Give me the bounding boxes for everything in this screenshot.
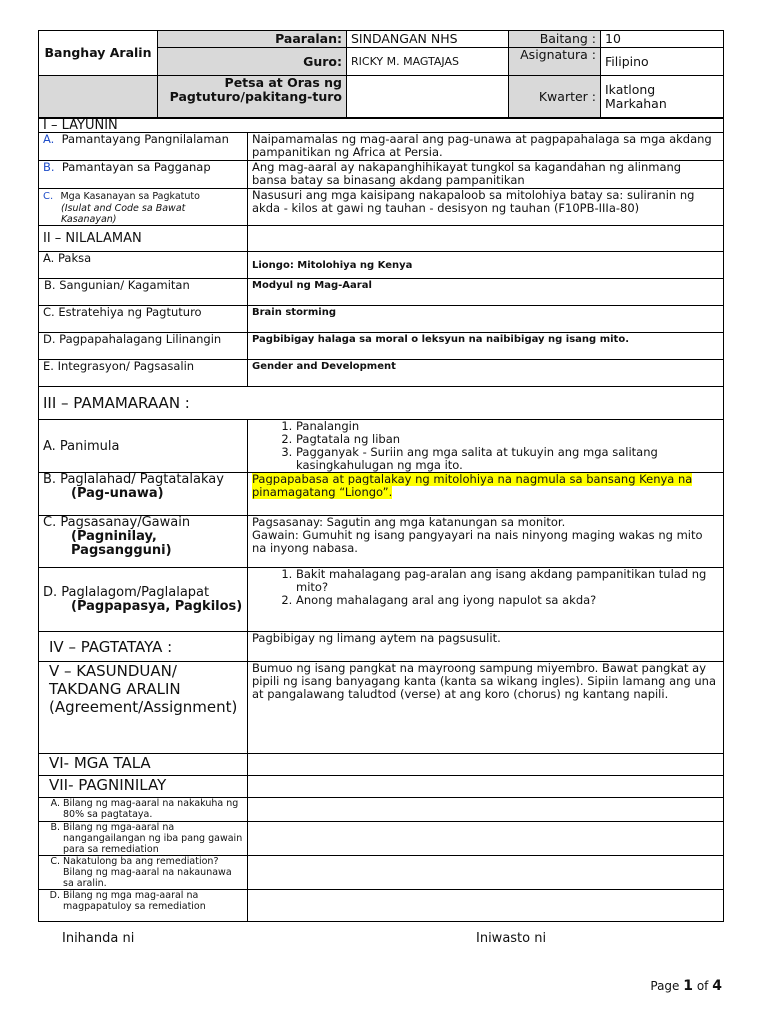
layunin-b-value: Ang mag-aaral ay nakapanghihikayat tungkol sa kagandahan ng alinmang bansa batay sa binasang akdang pampanitikan [248, 161, 724, 189]
paglalagom-list [252, 568, 719, 607]
pagninilay-c [39, 856, 248, 890]
nilalaman-d-label: D. Pagpapahalagang Lilinangin [39, 333, 248, 360]
baitang-value: 10 [601, 31, 724, 48]
panimula-list [252, 420, 719, 472]
inihanda-label: Inihanda ni [62, 931, 135, 946]
list-item: 1. Panalangin [296, 420, 719, 433]
kasunduan-heading: V – KASUNDUAN/ TAKDANG ARALIN (Agreement/Assignment) [39, 662, 248, 754]
paaralan-label: Paaralan: [158, 31, 347, 48]
baitang-label: Baitang : [509, 31, 601, 48]
kwarter-value: Ikatlong Markahan [601, 76, 724, 118]
pamamaraan-d-value [248, 568, 724, 632]
layunin-c-label: C. Mga Kasanayan sa Pagkatuto (Isulat and Code sa Bawat Kasanayan) [39, 189, 248, 226]
layunin-b-label: B. Pamantayan sa Pagganap [39, 161, 248, 189]
lesson-plan-table [38, 118, 724, 922]
nilalaman-e-label: E. Integrasyon/ Pagsasalin [39, 360, 248, 387]
paaralan-value: SINDANGAN NHS [347, 31, 509, 48]
guro-label: Guro: [158, 48, 347, 76]
list-item: C. Nakatulong ba ang remediation? Bilang ng mag-aaral na nakaunawa sa aralin. [63, 856, 243, 889]
layunin-a-label: A. Pamantayang Pangnilalaman [39, 133, 248, 161]
nilalaman-c-value: Brain storming [248, 306, 724, 333]
pamamaraan-a-label: A. Panimula [39, 420, 248, 473]
list-item: 3. Pagganyak - Suriin ang mga salita at tukuyin ang mga salitang kasingkahulugan ng mga ito. [296, 446, 719, 472]
nilalaman-b-value: Modyul ng Mag-Aaral [248, 279, 724, 306]
list-item: D. Bilang ng mga mag-aaral na magpapatuloy sa remediation [63, 890, 243, 912]
tala-heading: VI- MGA TALA [39, 754, 248, 776]
pagtataya-heading: IV – PAGTATAYA : [39, 632, 248, 662]
nilalaman-c-label: C. Estratehiya ng Pagtuturo [39, 306, 248, 333]
pamamaraan-c-label: C. Pagsasanay/Gawain (Pagninilay, Pagsangguni) [39, 516, 248, 568]
document-title: Banghay Aralin [39, 31, 158, 76]
guro-value: RICKY M. MAGTAJAS [347, 48, 509, 76]
nilalaman-d-value: Pagbibigay halaga sa moral o leksyun na naibibigay ng isang mito. [248, 333, 724, 360]
iniwasto-label: Iniwasto ni [476, 931, 547, 946]
pagninilay-a [39, 798, 248, 822]
pamamaraan-heading: III – PAMAMARAAN : [39, 387, 724, 420]
petsa-value [347, 76, 509, 118]
pagninilay-heading: VII- PAGNINILAY [39, 776, 248, 798]
pamamaraan-b-label: B. Paglalahad/ Pagtatalakay (Pag-unawa) [39, 473, 248, 516]
petsa-label: Petsa at Oras ng Pagtuturo/pakitang-turo [158, 76, 347, 118]
list-item: A. Bilang ng mag-aaral na nakakuha ng 80% sa pagtataya. [63, 798, 243, 820]
list-item: B. Bilang ng mga-aaral na nangangailangan ng iba pang gawain para sa remediation [63, 822, 243, 855]
pamamaraan-a-value [248, 420, 724, 473]
page-indicator: Page 1 of 4 [650, 978, 722, 994]
list-item: 2. Anong mahalagang aral ang iyong napulot sa akda? [296, 594, 719, 607]
pagninilay-d [39, 890, 248, 922]
pamamaraan-d-label: D. Paglalagom/Paglalapat (Pagpapasya, Pagkilos) [39, 568, 248, 632]
header-table [38, 30, 724, 118]
pamamaraan-b-value: Pagpapabasa at pagtalakay ng mitolohiya na nagmula sa bansang Kenya na pinamagatang “Liongo”. [248, 473, 724, 516]
kwarter-label: Kwarter : [509, 76, 601, 118]
layunin-heading: I – LAYUNIN [39, 119, 724, 133]
layunin-a-value: Naipamamalas ng mag-aaral ang pag-unawa at pagpapahalaga sa mga akdang pampanitikan ng Africa at Persia. [248, 133, 724, 161]
layunin-c-value: Nasusuri ang mga kaisipang nakapaloob sa mitolohiya batay sa: suliranin ng akda - kilos at gawi ng tauhan - desisyon ng tauhan (F10PB-IIIa-80) [248, 189, 724, 226]
asignatura-value: Filipino [601, 48, 724, 76]
nilalaman-e-value: Gender and Development [248, 360, 724, 387]
list-item: 2. Pagtatala ng liban [296, 433, 719, 446]
pagninilay-b [39, 822, 248, 856]
nilalaman-a-label: A. Paksa [39, 252, 248, 279]
kasunduan-value: Bumuo ng isang pangkat na mayroong sampung miyembro. Bawat pangkat ay pipili ng isang banyagang kanta (kanta sa wikang ingles). Sipiin lamang ang una at pangalawang taludtod (verse) at ang koro (chorus) ng kantang napili. [248, 662, 724, 754]
nilalaman-a-value: Liongo: Mitolohiya ng Kenya [248, 252, 724, 279]
nilalaman-heading: II – NILALAMAN [39, 226, 248, 252]
nilalaman-b-label: B. Sangunian/ Kagamitan [39, 279, 248, 306]
pagtataya-value: Pagbibigay ng limang aytem na pagsusulit. [248, 632, 724, 662]
asignatura-label: Asignatura : [509, 48, 601, 76]
pamamaraan-c-value: Pagsasanay: Sagutin ang mga katanungan sa monitor. Gawain: Gumuhit ng isang pangyayari na nais ninyong maging wakas ng mito na inyong nabasa. [248, 516, 724, 568]
list-item: 1. Bakit mahalagang pag-aralan ang isang akdang pampanitikan tulad ng mito? [296, 568, 719, 594]
